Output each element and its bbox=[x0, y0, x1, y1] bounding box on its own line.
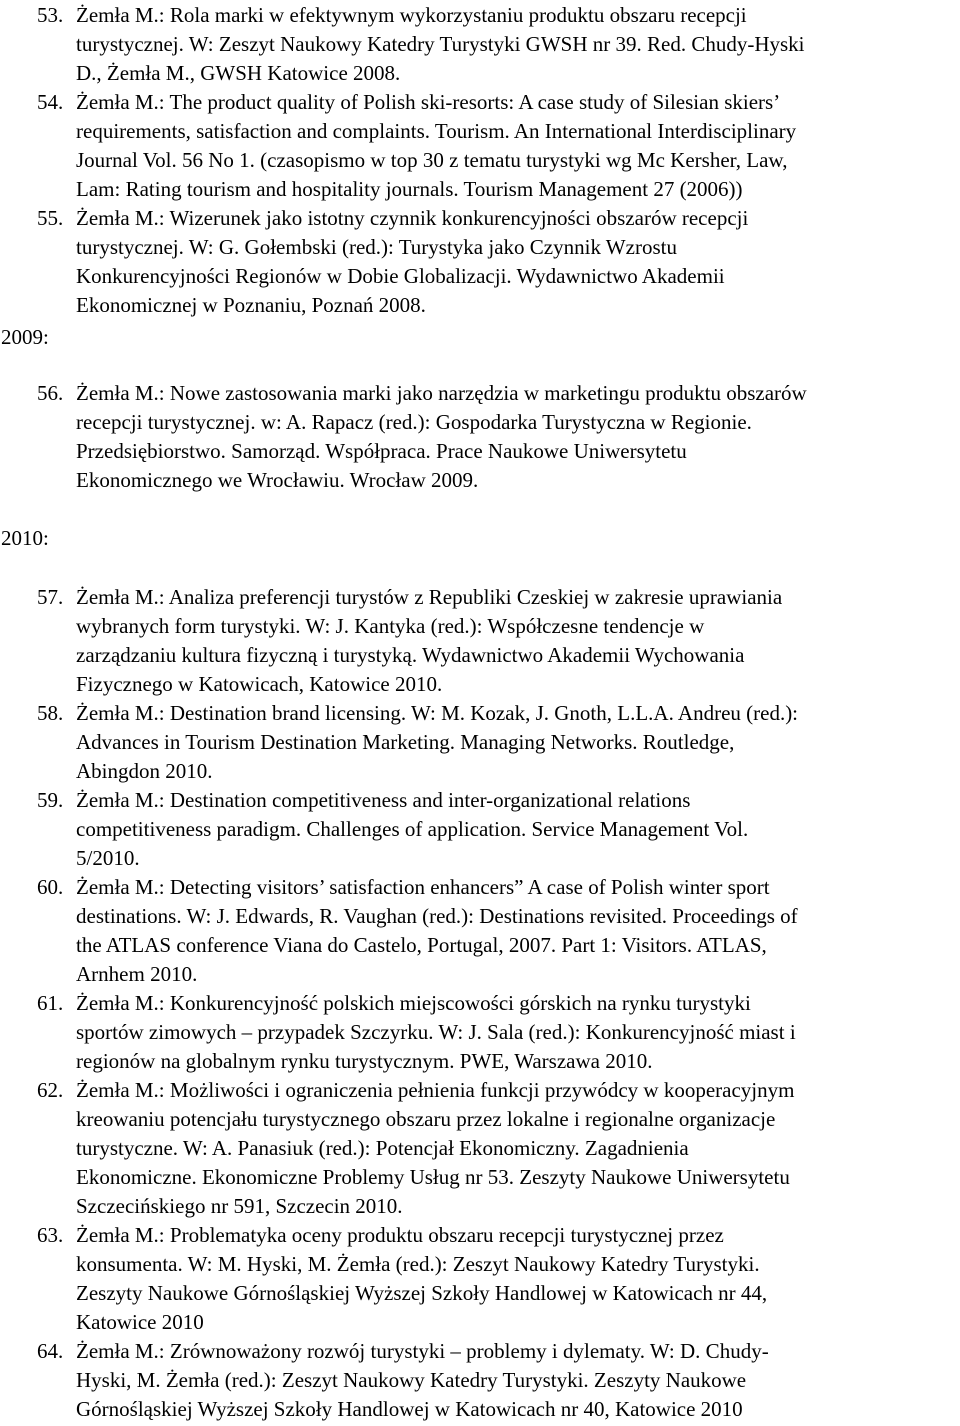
entry-text-line: Journal Vol. 56 No 1. (czasopismo w top 30 z tematu turystyki wg Mc Kersher, Law, bbox=[76, 148, 788, 172]
entry-text-line: kreowaniu potencjału turystycznego obszaru przez lokalne i regionalne organizacje bbox=[76, 1107, 776, 1131]
entry-text-line: Advances in Tourism Destination Marketing. Managing Networks. Routledge, bbox=[76, 730, 735, 754]
entry-text-line: Żemła M.: Nowe zastosowania marki jako narzędzia w marketingu produktu obszarów bbox=[76, 381, 807, 405]
entry-text-line: Lam: Rating tourism and hospitality journals. Tourism Management 27 (2006)) bbox=[76, 177, 743, 201]
entry-text-line: Żemła M.: Wizerunek jako istotny czynnik konkurencyjności obszarów recepcji bbox=[76, 206, 749, 230]
entry-text-line: turystycznej. W: G. Gołembski (red.): Turystyka jako Czynnik Wzrostu bbox=[76, 235, 677, 259]
entry-text-line: 5/2010. bbox=[76, 846, 140, 870]
entry-number: 55. bbox=[37, 206, 64, 230]
publication-entry-62 bbox=[0, 1076, 960, 1221]
entry-text-line: turystyczne. W: A. Panasiuk (red.): Potencjał Ekonomiczny. Zagadnienia bbox=[76, 1136, 689, 1160]
entry-text-line: Zeszyty Naukowe Górnośląskiej Wyższej Szkoły Handlowej w Katowicach nr 44, bbox=[76, 1281, 768, 1305]
entry-text-line: D., Żemła M., GWSH Katowice 2008. bbox=[76, 61, 401, 85]
entry-text-line: Żemła M.: Problematyka oceny produktu obszaru recepcji turystycznej przez bbox=[76, 1223, 724, 1247]
entry-text-line: turystycznej. W: Zeszyt Naukowy Katedry Turystyki GWSH nr 39. Red. Chudy-Hyski bbox=[76, 32, 805, 56]
publication-entry-58 bbox=[0, 699, 960, 786]
entry-text-line: Żemła M.: Rola marki w efektywnym wykorzystaniu produktu obszaru recepcji bbox=[76, 3, 747, 27]
entry-number: 53. bbox=[37, 3, 64, 27]
entry-text-line: Przedsiębiorstwo. Samorząd. Współpraca. Prace Naukowe Uniwersytetu bbox=[76, 439, 687, 463]
entry-text-line: zarządzaniu kultura fizyczną i turystyką. Wydawnictwo Akademii Wychowania bbox=[76, 643, 745, 667]
entry-text-line: Hyski, M. Żemła (red.): Zeszyt Naukowy Katedry Turystyki. Zeszyty Naukowe bbox=[76, 1368, 747, 1392]
entry-text-line: the ATLAS conference Viana do Castelo, Portugal, 2007. Part 1: Visitors. ATLAS, bbox=[76, 933, 767, 957]
entry-number: 59. bbox=[37, 788, 64, 812]
entry-text-line: Żemła M.: Destination brand licensing. W: M. Kozak, J. Gnoth, L.L.A. Andreu (red.): bbox=[76, 701, 799, 725]
year-heading-2010: 2010: bbox=[1, 526, 49, 550]
entry-text-line: Arnhem 2010. bbox=[76, 962, 198, 986]
publication-entry-54 bbox=[0, 88, 960, 204]
entry-number: 60. bbox=[37, 875, 64, 899]
entry-number: 57. bbox=[37, 585, 64, 609]
entry-number: 56. bbox=[37, 381, 64, 405]
entry-text-line: Górnośląskiej Wyższej Szkoły Handlowej w Katowicach nr 40, Katowice 2010 bbox=[76, 1397, 743, 1421]
entry-text-line: competitiveness paradigm. Challenges of application. Service Management Vol. bbox=[76, 817, 749, 841]
entry-text-line: sportów zimowych – przypadek Szczyrku. W: J. Sala (red.): Konkurencyjność miast i bbox=[76, 1020, 796, 1044]
publication-entry-53 bbox=[0, 1, 960, 88]
entry-number: 62. bbox=[37, 1078, 64, 1102]
publication-entry-59 bbox=[0, 786, 960, 873]
publication-entry-64 bbox=[0, 1337, 960, 1424]
entry-text-line: Żemła M.: Analiza preferencji turystów z Republiki Czeskiej w zakresie uprawiania bbox=[76, 585, 783, 609]
publication-entry-60 bbox=[0, 873, 960, 989]
publication-entry-63 bbox=[0, 1221, 960, 1337]
entry-number: 61. bbox=[37, 991, 64, 1015]
entry-text-line: destinations. W: J. Edwards, R. Vaughan (red.): Destinations revisited. Proceedings of bbox=[76, 904, 798, 928]
entry-text-line: Ekonomicznej w Poznaniu, Poznań 2008. bbox=[76, 293, 426, 317]
entry-text-line: konsumenta. W: M. Hyski, M. Żemła (red.): Zeszyt Naukowy Katedry Turystyki. bbox=[76, 1252, 760, 1276]
publication-entry-61 bbox=[0, 989, 960, 1076]
entry-text-line: Żemła M.: Możliwości i ograniczenia pełnienia funkcji przywódcy w kooperacyjnym bbox=[76, 1078, 795, 1102]
entry-text-line: Abingdon 2010. bbox=[76, 759, 213, 783]
entry-text-line: wybranych form turystyki. W: J. Kantyka (red.): Współczesne tendencje w bbox=[76, 614, 705, 638]
entry-text-line: Żemła M.: The product quality of Polish ski-resorts: A case study of Silesian skiers’ bbox=[76, 90, 781, 114]
entry-text-line: regionów na globalnym rynku turystycznym. PWE, Warszawa 2010. bbox=[76, 1049, 653, 1073]
publication-entry-56 bbox=[0, 379, 960, 495]
entry-text-line: Ekonomiczne. Ekonomiczne Problemy Usług nr 53. Zeszyty Naukowe Uniwersytetu bbox=[76, 1165, 790, 1189]
entry-text-line: Żemła M.: Destination competitiveness and inter-organizational relations bbox=[76, 788, 691, 812]
entry-text-line: Ekonomicznego we Wrocławiu. Wrocław 2009. bbox=[76, 468, 479, 492]
entry-text-line: Szczecińskiego nr 591, Szczecin 2010. bbox=[76, 1194, 403, 1218]
entry-text-line: Fizycznego w Katowicach, Katowice 2010. bbox=[76, 672, 443, 696]
entry-number: 63. bbox=[37, 1223, 64, 1247]
entry-number: 64. bbox=[37, 1339, 64, 1363]
year-heading-2009: 2009: bbox=[1, 325, 49, 349]
entry-number: 54. bbox=[37, 90, 64, 114]
entry-text-line: recepcji turystycznej. w: A. Rapacz (red.): Gospodarka Turystyczna w Regionie. bbox=[76, 410, 752, 434]
publication-entry-57 bbox=[0, 583, 960, 699]
entry-text-line: requirements, satisfaction and complaints. Tourism. An International Interdisciplinary bbox=[76, 119, 797, 143]
entry-number: 58. bbox=[37, 701, 64, 725]
entry-text-line: Żemła M.: Detecting visitors’ satisfaction enhancers” A case of Polish winter sport bbox=[76, 875, 770, 899]
entry-text-line: Konkurencyjności Regionów w Dobie Globalizacji. Wydawnictwo Akademii bbox=[76, 264, 725, 288]
publication-entry-55 bbox=[0, 204, 960, 320]
entry-text-line: Katowice 2010 bbox=[76, 1310, 204, 1334]
entry-text-line: Żemła M.: Konkurencyjność polskich miejscowości górskich na rynku turystyki bbox=[76, 991, 751, 1015]
entry-text-line: Żemła M.: Zrównoważony rozwój turystyki – problemy i dylematy. W: D. Chudy- bbox=[76, 1339, 769, 1363]
